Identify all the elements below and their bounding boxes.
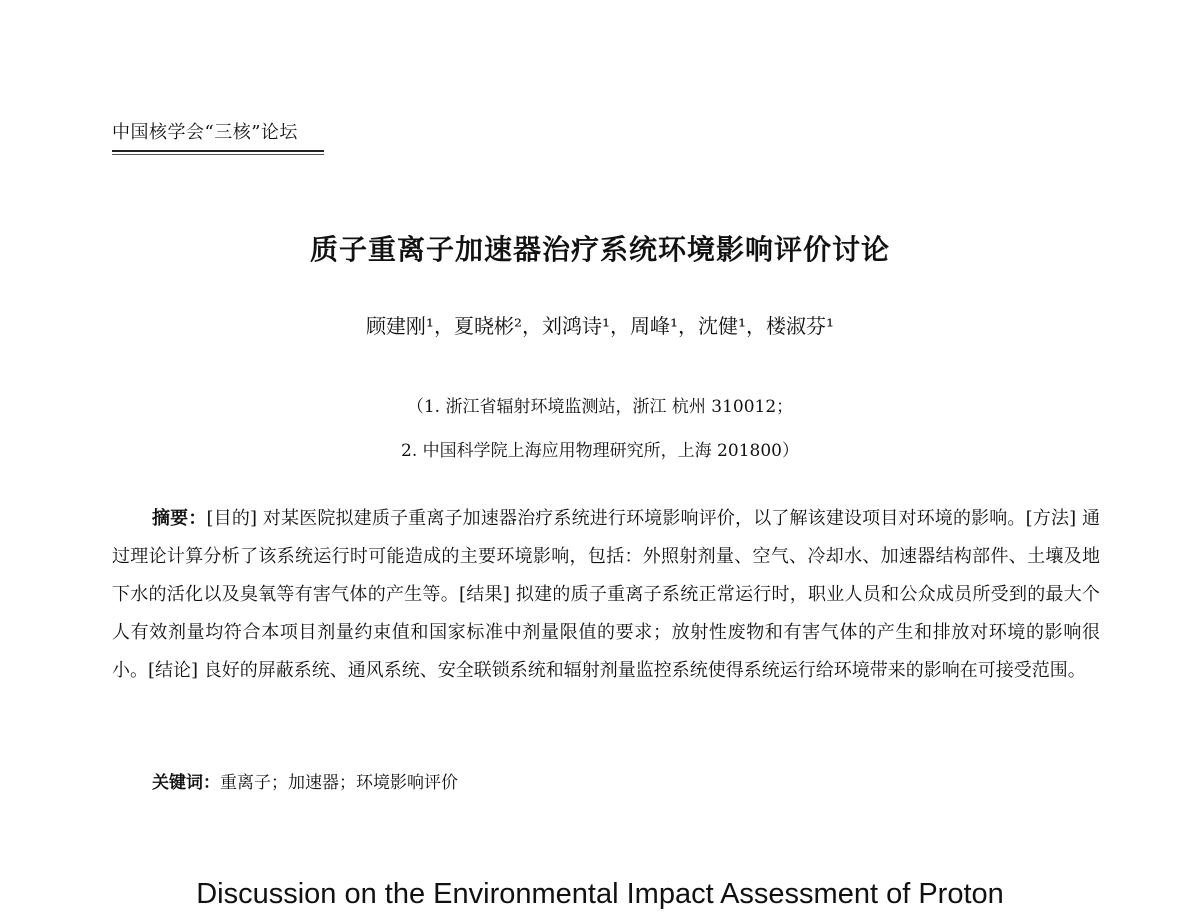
header-rule bbox=[112, 150, 324, 152]
journal-header: 中国核学会“三核”论坛 bbox=[112, 122, 298, 143]
abstract-label: 摘要： bbox=[152, 508, 207, 529]
keywords bbox=[152, 768, 458, 793]
author-list: 顾建刚¹，夏晓彬²，刘鸿诗¹，周峰¹，沈健¹，楼淑芬¹ bbox=[365, 314, 835, 338]
keywords-label: 关键词： bbox=[152, 773, 220, 793]
header-rule-thin bbox=[112, 154, 324, 155]
keywords-text: 重离子；加速器；环境影响评价 bbox=[220, 773, 458, 793]
english-title: Discussion on the Environmental Impact Assessment of Proton bbox=[196, 878, 1004, 910]
paper-title: 质子重离子加速器治疗系统环境影响评价讨论 bbox=[309, 233, 890, 266]
abstract-text: [目的] 对某医院拟建质子重离子加速器治疗系统进行环境影响评价，以了解该建设项目对环境的影响。[方法] 通过理论计算分析了该系统运行时可能造成的主要环境影响，包括：外照射剂量、空气、冷却水、加速器结构部件、土壤及地下水的活化以及臭氧等有害气体的产生等。[结果] 拟建的质子重离子系统正常运行时，职业人员和公众成员所受到的最大个人有效剂量均符合本项目剂量约束值和国家标准中剂量限值的要求；放射性废物和有害气体的产生和排放对环境的影响很小。[结论] 良好的屏蔽系统、通风系统、安全联锁系统和辐射剂量监控系统使得系统运行给环境带来的影响在可接受范围。 bbox=[112, 508, 1101, 681]
abstract bbox=[112, 500, 1100, 690]
affiliation-1: （1. 浙江省辐射环境监测站，浙江 杭州 310012； bbox=[406, 397, 794, 417]
affiliation-2: 2. 中国科学院上海应用物理研究所，上海 201800） bbox=[401, 441, 799, 461]
